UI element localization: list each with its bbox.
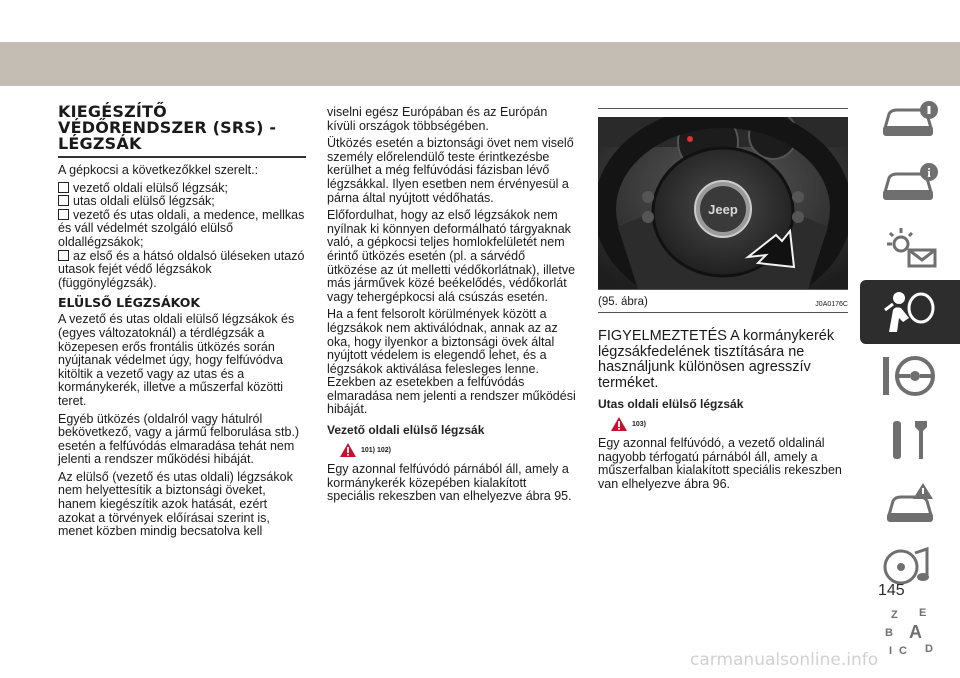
tab-multimedia[interactable] [860, 536, 960, 600]
index-letter: D [925, 643, 933, 655]
warning-triangle-icon [339, 442, 357, 458]
body-paragraph: A vezető és utas oldali elülső légzsákok és (egyes változatoknál) a térdlégzsák a közepesen erős frontális ütközés során nyújtanak védelmet úgy, hogy felfúvódva kitöltik a vezető vagy az utas és a kormánykerék, illetve a műszerfal közötti teret. [58, 312, 295, 408]
page-number: 145 [878, 582, 905, 599]
body-paragraph: Egyéb ütközés (oldalról vagy hátulról bekövetkező, vagy a jármű felborulása stb.) esetén a felfúvódás elmaradása tehát nem jelenti a rendszer működési hibáját. [58, 411, 300, 467]
watermark: carmanualsonline.info [690, 650, 879, 670]
equipment-item: vezető oldali elülső légzsák; [58, 182, 306, 196]
driver-airbag-text: Egy azonnal felfúvódó párnából áll, amely a kormánykerék közepében kialakított speciális rekeszben van elhelyezve ábra 95. [327, 462, 572, 504]
body-paragraph: Előfordulhat, hogy az első légzsákok nem nyílnak ki könnyen deformálható tárgyaknak való, a gépkocsi teljes homlokfelületét nem érintő ütközés esetén (pl. a sárvédő ütközése az út melletti védőkorlátnak), illetve más járművek közé beékelődés, védőkorlát vagy tehergépkocsi alá csúszás esetén. [327, 208, 576, 304]
figure-code: J0A0176C [815, 301, 848, 308]
body-paragraph: Ütközés esetén a biztonsági övet nem viselő személy előrelendülő teste érintkezésbe kerülhet a még felfúvódási fázisban lévő légzsákkal. Ilyen esetben nem érvényesül a párna által nyújtott védőhatás. [327, 136, 574, 205]
warning-ref-numbers: 101) 102) [361, 446, 391, 454]
index-letter: Z [891, 609, 898, 621]
warning-reference [598, 413, 848, 435]
warning-reference [327, 439, 577, 461]
index-letter: B [885, 627, 893, 639]
page-header-band [0, 42, 960, 86]
column-1 [58, 100, 306, 543]
body-paragraph: viselni egész Európában és az Európán kívüli országok többségében. [327, 105, 548, 133]
svg-text:i: i [927, 165, 931, 180]
tab-starting-driving[interactable] [860, 344, 960, 408]
figure-caption-row [598, 296, 848, 308]
caption-rule [598, 312, 848, 313]
breakdown-car-icon [879, 481, 941, 527]
figure-bottom-rule [598, 289, 848, 290]
checkbox-bullet-icon [58, 250, 69, 261]
driver-airbag-heading: Vezető oldali elülső légzsák [327, 423, 485, 438]
index-letter: E [919, 607, 927, 619]
warning-ref-numbers: 103) [632, 420, 647, 428]
column-2 [327, 106, 577, 508]
wrench-tools-icon [879, 417, 941, 463]
index-letter: A [909, 622, 922, 642]
tab-dashboard-lights[interactable] [860, 216, 960, 280]
airbag-person-icon [879, 288, 941, 336]
checkbox-bullet-icon [58, 182, 69, 193]
checkbox-bullet-icon [58, 209, 69, 220]
car-info-icon [879, 98, 941, 142]
column-3 [598, 108, 848, 495]
equipment-item: az első és a hátsó oldalsó üléseken utazó utasok fejét védő légzsákok (függönylégzsák). [58, 248, 305, 290]
intro-text: A gépkocsi a következőkkel szerelt.: [58, 163, 259, 177]
tab-safety[interactable] [860, 280, 960, 344]
figure-jeep-logo: Jeep [708, 202, 738, 217]
warning-triangle-icon [610, 416, 628, 432]
warning-note: FIGYELMEZTETÉS A kormánykerék légzsákfedelének tisztítására ne használjunk különösen agresszív terméket. [598, 328, 835, 391]
figure-caption: (95. ábra) [598, 296, 648, 308]
body-paragraph: Az elülső (vezető és utas oldali) légzsákok nem helyettesítik a biztonsági öveket, hanem kiegészítik azok hatását, ezért azokat a törvények előírásai szerint is, menet közben mindig becsatolva kell [58, 469, 293, 539]
tab-car-alert[interactable] [860, 152, 960, 216]
title-underline [58, 156, 306, 158]
equipment-item: utas oldali elülső légzsák; [58, 195, 306, 209]
steering-wheel-icon [879, 353, 941, 399]
equipment-item: vezető és utas oldali, a medence, mellkas és váll védelmét szolgáló elülső oldallégzsákok; [58, 207, 305, 249]
tab-maintenance[interactable] [860, 408, 960, 472]
page-top-margin [0, 0, 960, 42]
checkbox-bullet-icon [58, 195, 69, 206]
steering-wheel-figure [598, 117, 848, 289]
index-letter: C [899, 645, 907, 657]
dashboard-lights-icon [879, 226, 941, 270]
body-paragraph: Ha a fent felsorolt körülmények között a légzsákok nem aktiválódnak, annak az az oka, hogy ilyenkor a biztonsági övek által nyújtott védelem is elegendő lehet, és a légzsákok aktiválása felesleges lenne. Ezekben az esetekben a felfúvódás elmaradása nem jelenti a rendszer működési hibáját. [327, 307, 576, 417]
figure-top-rule [598, 108, 848, 109]
passenger-airbag-heading: Utas oldali elülső légzsák [598, 397, 744, 411]
section-title: KIEGÉSZÍTŐ VÉDŐRENDSZER (SRS) - LÉGZSÁK [58, 102, 277, 153]
tab-emergency[interactable] [860, 472, 960, 536]
tab-car-info[interactable] [860, 88, 960, 152]
alphabet-index-icon [879, 606, 941, 658]
passenger-airbag-text: Egy azonnal felfúvódó, a vezető oldalinál nagyobb térfogatú párnából áll, amely a műszerfalban kialakított speciális rekeszben van elhelyezve ábra 96. [598, 436, 842, 491]
chapter-sidebar [860, 88, 960, 664]
car-alert-icon [879, 162, 941, 206]
index-letter: I [889, 645, 893, 657]
subheading-front-airbags: ELÜLSŐ LÉGZSÁKOK [58, 295, 201, 311]
